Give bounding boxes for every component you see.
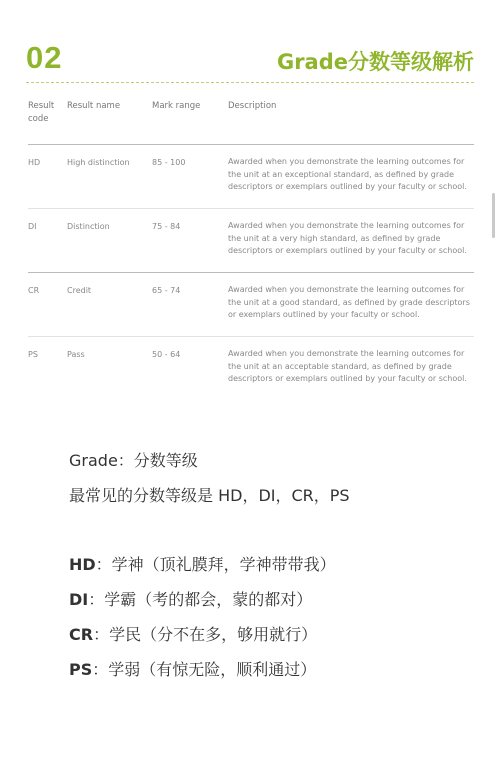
result-description: Awarded when you demonstrate the learning outcomes for the unit at a very high standard, as defined by grade descriptors or exemplars outlined by your faculty or school. <box>228 221 467 255</box>
grade-note-text: ：学神（顶礼膜拜，学神带带我） <box>95 555 336 574</box>
page-header <box>26 40 474 80</box>
result-description: Awarded when you demonstrate the learning outcomes for the unit at an exceptional standard, as defined by grade descriptors or exemplars outlined by your faculty or school. <box>228 157 467 191</box>
mark-range: 50 - 64 <box>152 350 181 359</box>
grade-code: CR <box>69 625 94 644</box>
grade-note-hd <box>69 552 336 575</box>
table-row <box>28 337 474 400</box>
grade-note-cr <box>69 622 317 645</box>
mark-range: 85 - 100 <box>152 158 186 167</box>
column-header-result-code: Result code <box>28 101 55 124</box>
intro-line-1: Grade：分数等级 <box>69 451 198 470</box>
scrollbar-thumb[interactable] <box>492 193 495 238</box>
section-number: 02 <box>26 40 63 75</box>
grade-code: HD <box>69 555 96 574</box>
result-name: High distinction <box>67 158 130 167</box>
mark-range: 75 - 84 <box>152 222 181 231</box>
grade-note-ps <box>69 657 316 680</box>
intro-line-2: 最常见的分数等级是 HD，DI，CR，PS <box>69 486 350 505</box>
result-code: HD <box>28 158 41 167</box>
grade-code: DI <box>69 590 89 609</box>
column-header-description: Description <box>228 101 277 111</box>
result-code: PS <box>28 350 38 359</box>
column-header-mark-range: Mark range <box>152 101 201 111</box>
grade-note-text: ：学弱（有惊无险，顺利通过） <box>92 660 317 679</box>
grade-note-text: ：学霸（考的都会，蒙的都对） <box>88 590 313 609</box>
result-name: Pass <box>67 350 85 359</box>
result-name: Distinction <box>67 222 110 231</box>
result-name: Credit <box>67 286 92 295</box>
grade-note-text: ：学民（分不在多，够用就行） <box>93 625 318 644</box>
result-code: DI <box>28 222 37 231</box>
result-description: Awarded when you demonstrate the learning outcomes for the unit at a good standard, as defined by grade descriptors or exemplars outlined by your faculty or school. <box>228 285 470 319</box>
dashed-divider <box>26 82 474 83</box>
table-row <box>28 209 474 272</box>
table-row <box>28 145 474 208</box>
table-header <box>28 100 474 144</box>
grade-note-di <box>69 587 312 610</box>
column-header-result-name: Result name <box>67 101 121 111</box>
grade-table <box>28 100 474 400</box>
result-code: CR <box>28 286 40 295</box>
grade-code: PS <box>69 660 93 679</box>
page-title: Grade分数等级解析 <box>276 50 474 74</box>
result-description: Awarded when you demonstrate the learning outcomes for the unit at an acceptable standard, as defined by grade descriptors or exemplars outlined by your faculty or school. <box>228 349 467 383</box>
mark-range: 65 - 74 <box>152 286 181 295</box>
table-row <box>28 273 474 336</box>
